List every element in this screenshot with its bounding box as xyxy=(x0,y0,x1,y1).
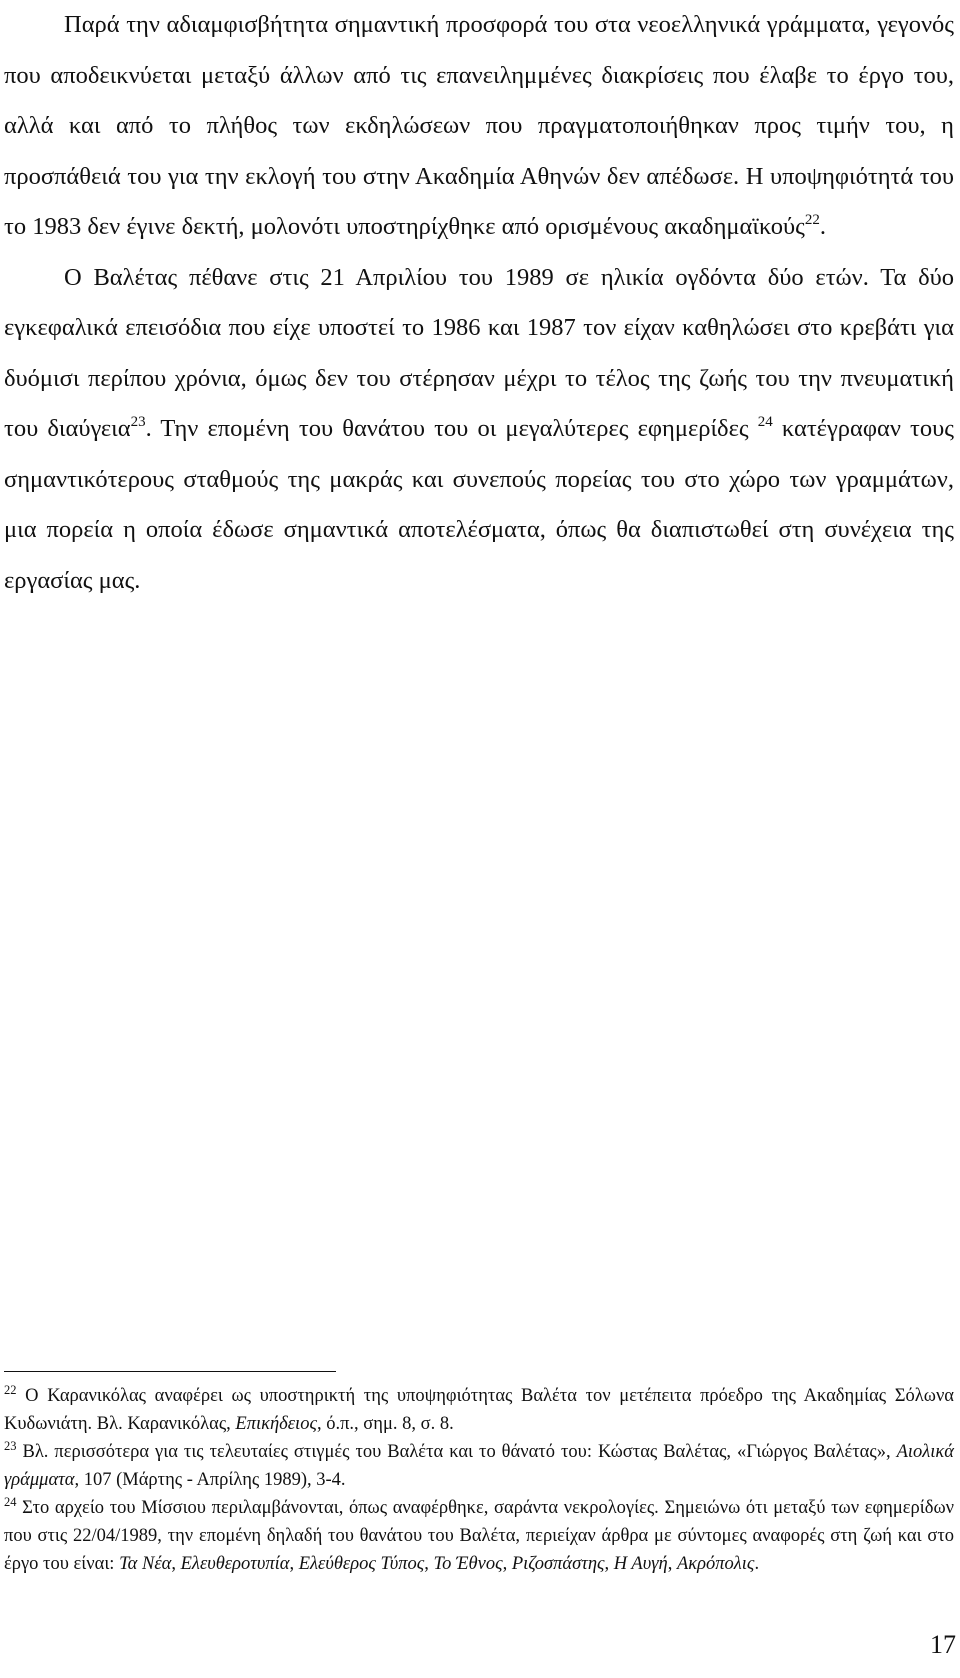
footnote-title: Αιολικά γράμματα xyxy=(4,1442,955,1490)
paragraph-2 xyxy=(4,253,954,607)
main-body-text xyxy=(4,0,954,606)
paragraph-1-text: Παρά την αδιαμφισβήτητα σημαντική προσφορά του στα νεοελληνικά γράμματα, γεγονός που αποδεικνύεται μεταξύ άλλων από τις επανειλημμένες διακρίσεις που έλαβε το έργο του, αλλά και από το πλήθος των εκδηλώσεων που πραγματοποιήθηκαν προς τιμήν του, η προσπάθειά του για την εκλογή του στην Ακαδημία Αθηνών δεν απέδωσε. Η υποψηφιότητά του το 1983 δεν έγινε δεκτή, μολονότι υποστηρίχθηκε από ορισμένους ακαδημαϊκούς xyxy=(4,11,954,240)
page-number: 17 xyxy=(930,1630,956,1659)
footnote-number: 23 xyxy=(4,1439,17,1453)
newspaper-title: Ελεύθερος Τύπος xyxy=(298,1554,425,1574)
newspaper-title: Το Έθνος xyxy=(433,1554,503,1574)
footnotes xyxy=(4,1382,954,1578)
newspaper-title: Ελευθεροτυπία xyxy=(180,1554,290,1574)
footnote-ref-23[interactable]: 23 xyxy=(130,414,146,430)
footnote-text-end: , 107 (Μάρτης - Απρίλης 1989), 3-4. xyxy=(74,1470,346,1490)
footnote-text: Στο αρχείο του Μίσσιου περιλαμβάνονται, όπως αναφέρθηκε, σαράντα νεκρολογίες. Σημειώνω ότι μεταξύ των εφημερίδων που στις 22/04/1989, την επομένη δηλαδή του θανάτου του Βαλέτα, περιείχαν άρθρα με σύντομες αναφορές στη ζωή και στο έργο του είναι: xyxy=(4,1498,954,1574)
paragraph-1-end: . xyxy=(819,213,826,240)
footnote-24: $^{24}$ Στο αρχείο του Μίσσιου περιλαμβάνονται, όπως αναφέρθηκε, σαράντα νεκρολογίες. Σημειώνω ότι μεταξύ των εφημερίδων που στις 22/04/1989, την επομένη δηλαδή του θανάτου του Βαλέτα, περιείχαν άρθρα με σύντομες αναφορές στη ζωή και στο έργο του είναι: Τα Νέα, Ελευθεροτυπία, Ελεύθερος Τύπος, Το Έθνος, Ριζοσπάστης, Η Αυγή, Ακρόπολις. xyxy=(4,1495,954,1574)
newspaper-title: Τα Νέα xyxy=(119,1554,172,1574)
paragraph-1 xyxy=(4,0,954,253)
footnote-ref-22[interactable]: 22 xyxy=(804,212,820,228)
footnote-22 xyxy=(4,1382,954,1438)
footnote-ref-24[interactable]: 24 xyxy=(757,414,773,430)
footnote-number: 22 xyxy=(4,1383,17,1397)
newspaper-title: Ριζοσπάστης xyxy=(511,1554,605,1574)
footnote-text: Βλ. περισσότερα για τις τελευταίες στιγμές του Βαλέτα και το θάνατό του: Κώστας Βαλέτας, «Γιώργος Βαλέτας», xyxy=(22,1442,891,1462)
footnote-title: Επικήδειος xyxy=(235,1414,317,1434)
paragraph-2-text-1: Ο Βαλέτας πέθανε στις 21 Απριλίου του 1989 σε ηλικία ογδόντα δύο ετών. Τα δύο εγκεφαλικά επεισόδια που είχε υποστεί το 1986 και 1987 τον είχαν καθηλώσει στο κρεβάτι για δυόμισι περίπου χρόνια, όμως δεν του στέρησαν μέχρι το τέλος της ζωής του την πνευματική του διαύγεια xyxy=(4,263,954,442)
footnote-text-end: , ό.π., σημ. 8, σ. 8. xyxy=(316,1414,454,1434)
footnote-text: Ο Καρανικόλας αναφέρει ως υποστηρικτή της υποψηφιότητας Βαλέτα τον μετέπειτα πρόεδρο της Ακαδημίας Σόλωνα Κυδωνιάτη. Βλ. Καρανικόλας, xyxy=(4,1386,954,1434)
newspaper-title: Η Αυγή xyxy=(613,1554,668,1574)
paragraph-2-text-2: . Την επομένη του θανάτου του οι μεγαλύτερες εφημερίδες xyxy=(145,415,749,442)
footnote-23 xyxy=(4,1438,954,1494)
footnote-separator xyxy=(4,1371,336,1372)
paragraph-2-text-3: κατέγραφαν τους σημαντικότερους σταθμούς της μακράς και συνεπούς πορείας του στο χώρο των γραμμάτων, μια πορεία η οποία έδωσε σημαντικά αποτελέσματα, όπως θα διαπιστωθεί στη συνέχεια της εργασίας μας. xyxy=(4,415,954,594)
footnote-number: 24 xyxy=(4,1495,17,1509)
newspaper-title: Ακρόπολις xyxy=(676,1554,755,1574)
